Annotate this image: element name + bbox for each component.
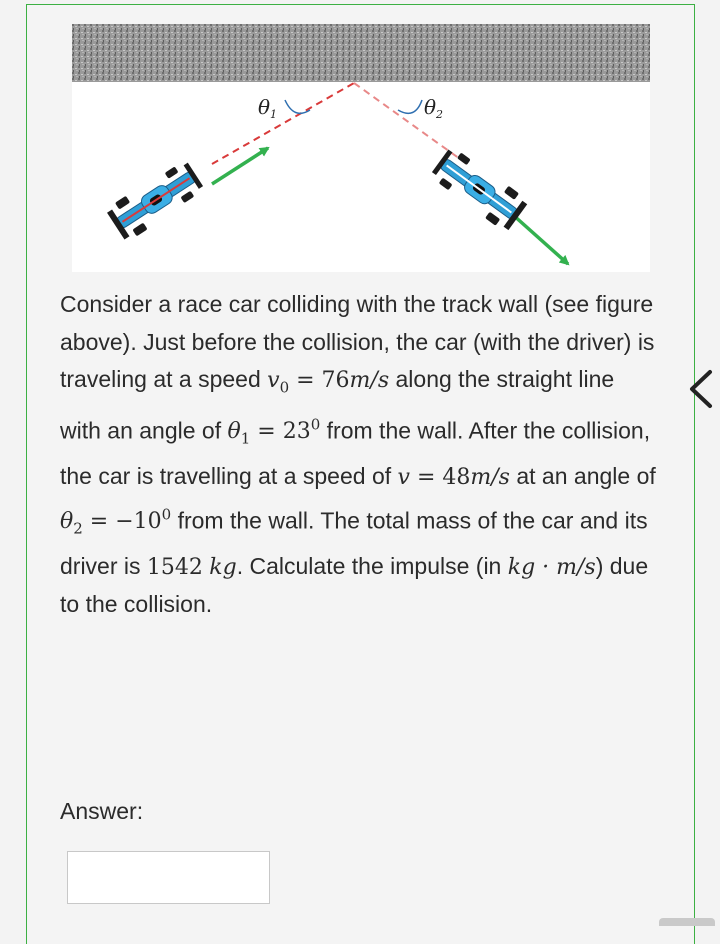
impulse-unit: kg · m/s xyxy=(507,554,596,580)
outgoing-velocity-arrow xyxy=(512,214,568,264)
race-car-before xyxy=(105,158,206,243)
mass-value: 1542 xyxy=(146,554,203,580)
track-wall xyxy=(72,24,650,82)
answer-input[interactable] xyxy=(67,851,270,904)
race-car-after xyxy=(428,145,529,234)
collision-figure xyxy=(72,24,650,272)
theta2-symbol: $\theta_2$ xyxy=(60,508,83,538)
answer-label: Answer: xyxy=(60,798,144,824)
question-text: Consider a race car colliding with the track wall (see figure above). Just before the collision, the car (with the driver) is traveling at a speed $v_0 = 76m/s$ along the straight line with an angle of $\theta_1 = 23^0$ from the wall. After the collision, the car is travelling at a speed of v = 48m/s at an angle of $\theta_2 = -10^0$ from the wall. The total mass of the car and its driver is 1542 kg. Calculate the impulse (in kg · m/s) due to the collision. xyxy=(60,291,656,618)
theta2-arc xyxy=(398,100,422,113)
theta1-symbol: $\theta_1$ xyxy=(227,419,251,448)
theta2-label: $\theta_2$ xyxy=(424,95,444,121)
chevron-left-icon[interactable] xyxy=(683,366,719,412)
theta1-arc xyxy=(285,100,310,113)
v0-symbol: $v_0$ xyxy=(267,368,290,397)
scrollbar-thumb[interactable] xyxy=(659,918,715,926)
mass-unit: kg xyxy=(209,554,237,580)
incoming-velocity-arrow xyxy=(212,148,268,184)
v-symbol: v xyxy=(397,465,410,491)
theta1-label: $\theta_1$ xyxy=(258,95,278,121)
incoming-path xyxy=(212,83,354,164)
